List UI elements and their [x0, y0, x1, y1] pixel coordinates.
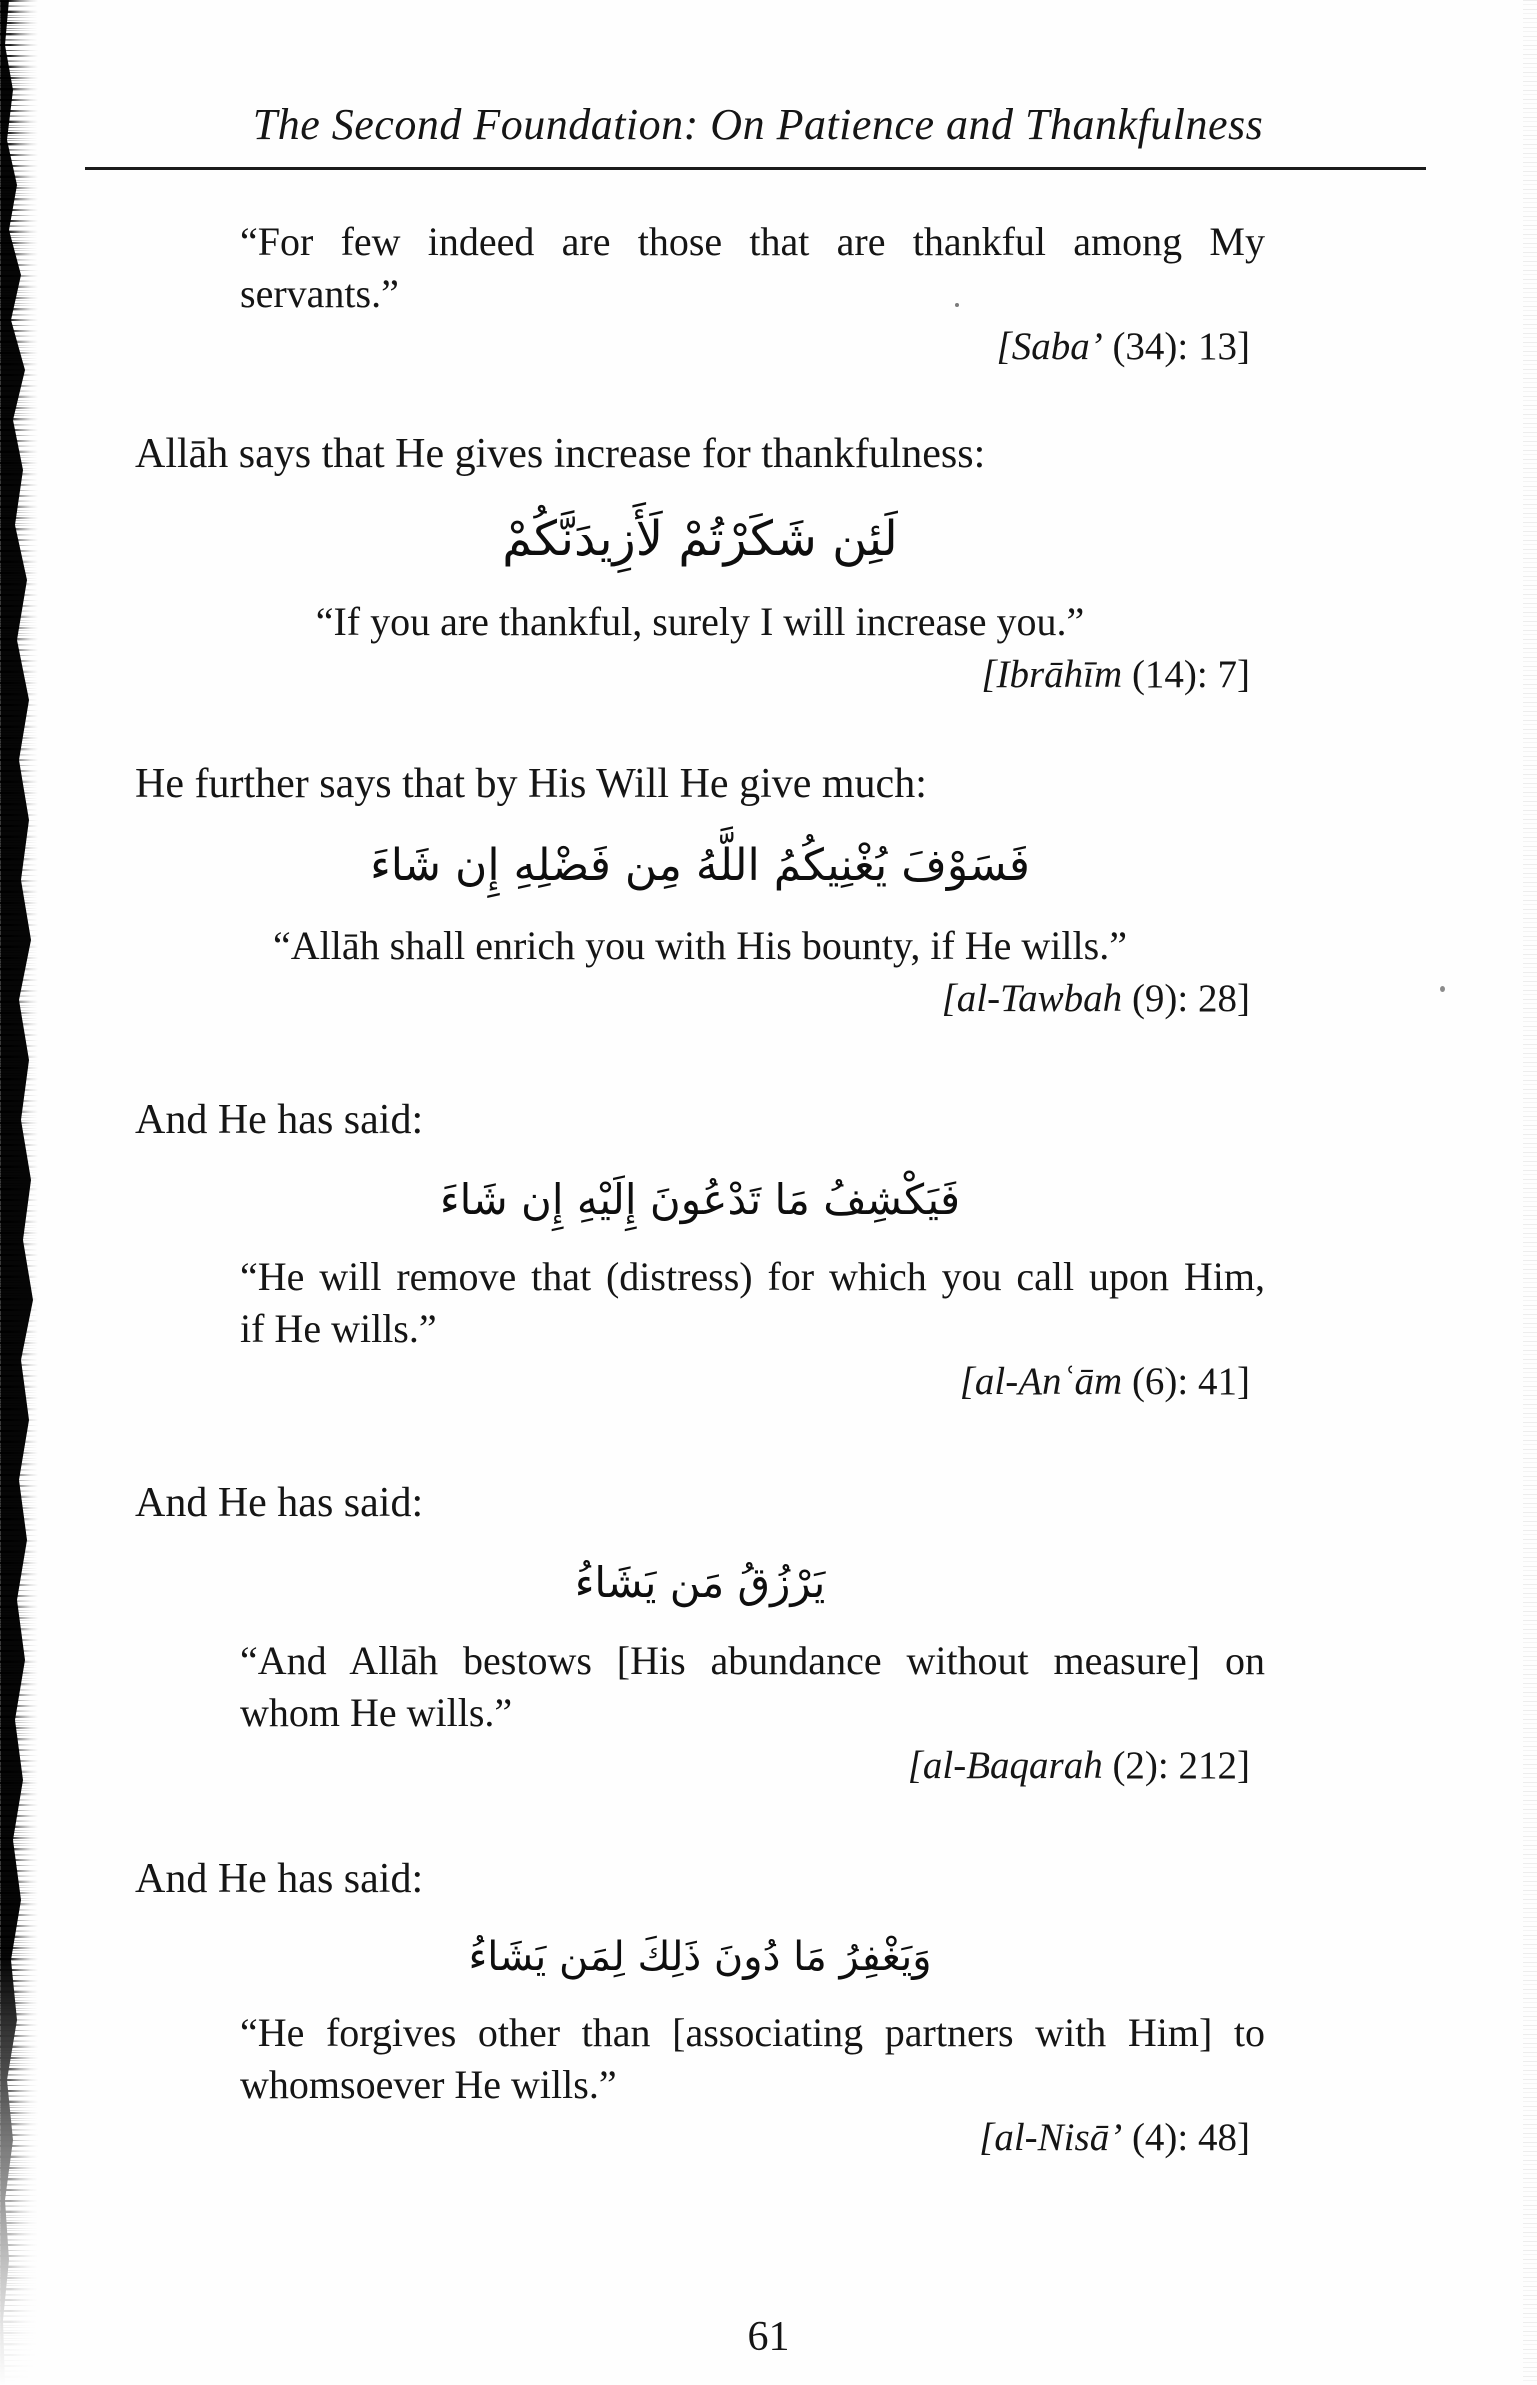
quote-line: “And Allāh bestows [His abundance without measure] on — [240, 1637, 1265, 1683]
quote-line: “He will remove that (distress) for which you call upon Him, — [240, 1254, 1265, 1300]
verse-translation — [135, 596, 1265, 648]
verse-section — [135, 216, 1265, 372]
verse-section — [135, 1477, 1265, 1791]
arabic-verse: لَئِن شَكَرْتُمْ لَأَزِيدَنَّكُمْ — [502, 511, 898, 567]
verse-translation — [240, 1635, 1265, 1739]
binding-gutter-noise — [0, 0, 38, 2385]
citation-source: [al-Nisā’ — [979, 2115, 1123, 2159]
verse-translation — [135, 920, 1265, 972]
scan-edge-noise — [1523, 0, 1537, 2385]
verse-section — [135, 1094, 1265, 1408]
arabic-verse: فَيَكْشِفُ مَا تَدْعُونَ إِلَيْهِ إِن شَاءَ — [439, 1174, 961, 1224]
quote-line: servants.” — [240, 271, 399, 316]
verse-translation — [240, 2007, 1265, 2111]
arabic-verse: فَسَوْفَ يُغْنِيكُمُ اللَّهُ مِن فَضْلِهِ إِن شَاءَ — [370, 840, 1030, 892]
scan-speck — [1440, 986, 1445, 992]
arabic-verse: يَرْزُقُ مَن يَشَاءُ — [574, 1558, 826, 1608]
running-header: The Second Foundation: On Patience and Thankfulness — [252, 100, 1264, 149]
section-intro: And He has said: — [135, 1096, 424, 1143]
quote-line: whom He wills.” — [240, 1689, 513, 1735]
section-intro: And He has said: — [135, 1855, 424, 1902]
verse-citation — [135, 2113, 1250, 2163]
citation-source: [Ibrāhīm — [981, 653, 1123, 697]
verse-citation — [135, 650, 1250, 700]
section-intro: Allāh says that He gives increase for thankfulness: — [135, 431, 986, 477]
verse-section — [135, 758, 1265, 1023]
citation-source: [al-Anʿām — [959, 1360, 1123, 1404]
quote-line: if He wills.” — [240, 1306, 437, 1352]
section-intro: And He has said: — [135, 1480, 424, 1527]
citation-reference: (34): 13] — [1112, 325, 1250, 368]
verse-translation — [240, 1251, 1265, 1355]
citation-reference: (4): 48] — [1131, 2115, 1250, 2159]
page-content — [135, 0, 1265, 2163]
citation-source: [al-Tawbah — [941, 976, 1123, 1020]
verse-section — [135, 1853, 1265, 2163]
citation-reference: (9): 28] — [1131, 976, 1250, 1020]
scan-speck — [955, 303, 959, 307]
quote-line: whomsoever He wills.” — [240, 2061, 617, 2107]
page-number: 61 — [747, 2314, 790, 2360]
binding-gutter — [0, 0, 44, 2385]
verse-section — [135, 428, 1265, 700]
quote-line: “Allāh shall enrich you with His bounty, if He wills.” — [273, 922, 1127, 968]
quote-line: “If you are thankful, surely I will increase you.” — [315, 599, 1085, 645]
verse-translation — [240, 216, 1265, 320]
verse-citation — [135, 322, 1250, 372]
citation-source: [Saba’ — [996, 325, 1103, 368]
verse-citation — [135, 974, 1250, 1024]
citation-reference: (14): 7] — [1131, 653, 1250, 697]
citation-reference: (6): 41] — [1131, 1360, 1250, 1404]
arabic-verse: وَيَغْفِرُ مَا دُونَ ذَلِكَ لِمَن يَشَاءُ — [468, 1933, 932, 1980]
section-intro: He further says that by His Will He give much: — [135, 761, 927, 808]
quote-line: “For few indeed are those that are thankful among My — [240, 219, 1265, 264]
citation-source: [al-Baqarah — [907, 1743, 1103, 1787]
verse-citation — [135, 1357, 1250, 1407]
citation-reference: (2): 212] — [1112, 1743, 1250, 1787]
verse-citation — [135, 1741, 1250, 1791]
quote-line: “He forgives other than [associating partners with Him] to — [240, 2009, 1265, 2055]
